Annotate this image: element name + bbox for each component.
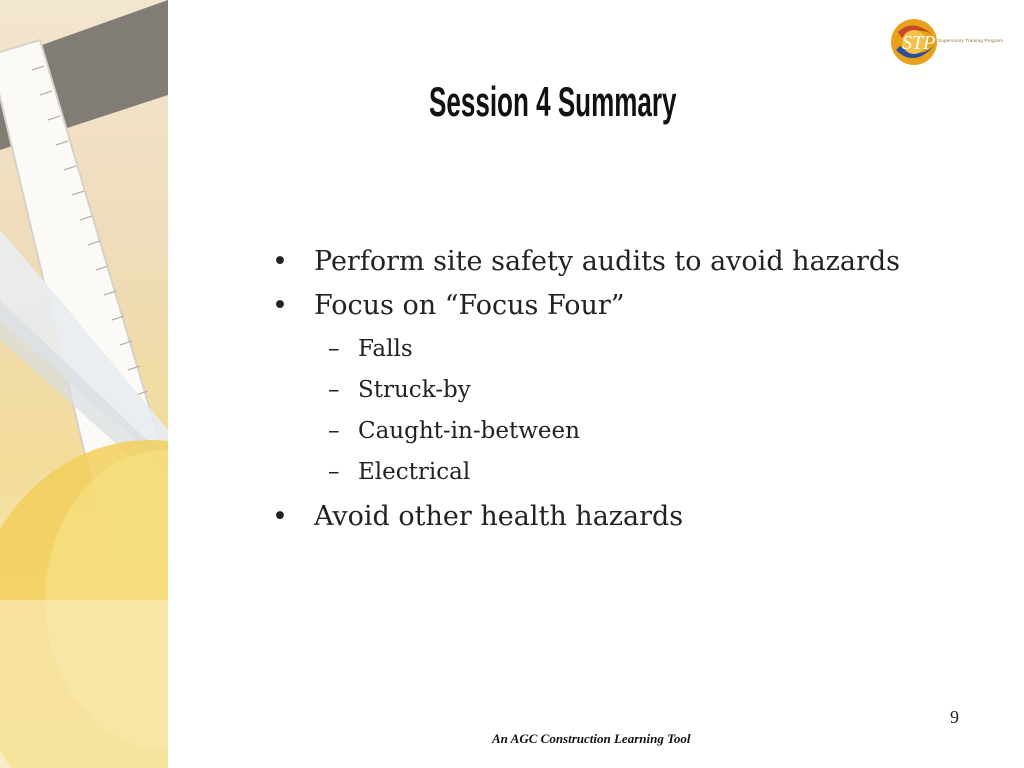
bullet-marker: • (272, 290, 288, 321)
list-item-text: Caught-in-between (358, 418, 580, 444)
tools-illustration (0, 0, 168, 768)
list-item-text: Avoid other health hazards (314, 501, 684, 532)
program-logo (888, 16, 1008, 68)
page-number: 9 (950, 707, 959, 727)
bullet-marker: – (328, 377, 340, 403)
slide-title: Session 4 Summary (429, 78, 677, 125)
bullet-marker: • (272, 501, 288, 532)
logo-letters: STP (902, 32, 936, 54)
bullet-marker: – (328, 336, 340, 362)
footer-text: An AGC Construction Learning Tool (492, 731, 691, 746)
bullet-marker: – (328, 418, 340, 444)
list-item-text: Falls (358, 336, 413, 362)
stp-logo-icon (888, 16, 944, 68)
logo-text: Supervisory Training Program (938, 38, 1004, 43)
construction-tools-background-image (0, 0, 168, 768)
bullet-marker: – (328, 459, 340, 485)
list-item-text: Perform site safety audits to avoid hazards (314, 246, 901, 277)
list-item-text: Electrical (358, 459, 471, 485)
list-item-text: Struck-by (358, 377, 471, 403)
bullet-marker: • (272, 246, 288, 277)
list-item-text: Focus on “Focus Four” (314, 290, 625, 321)
